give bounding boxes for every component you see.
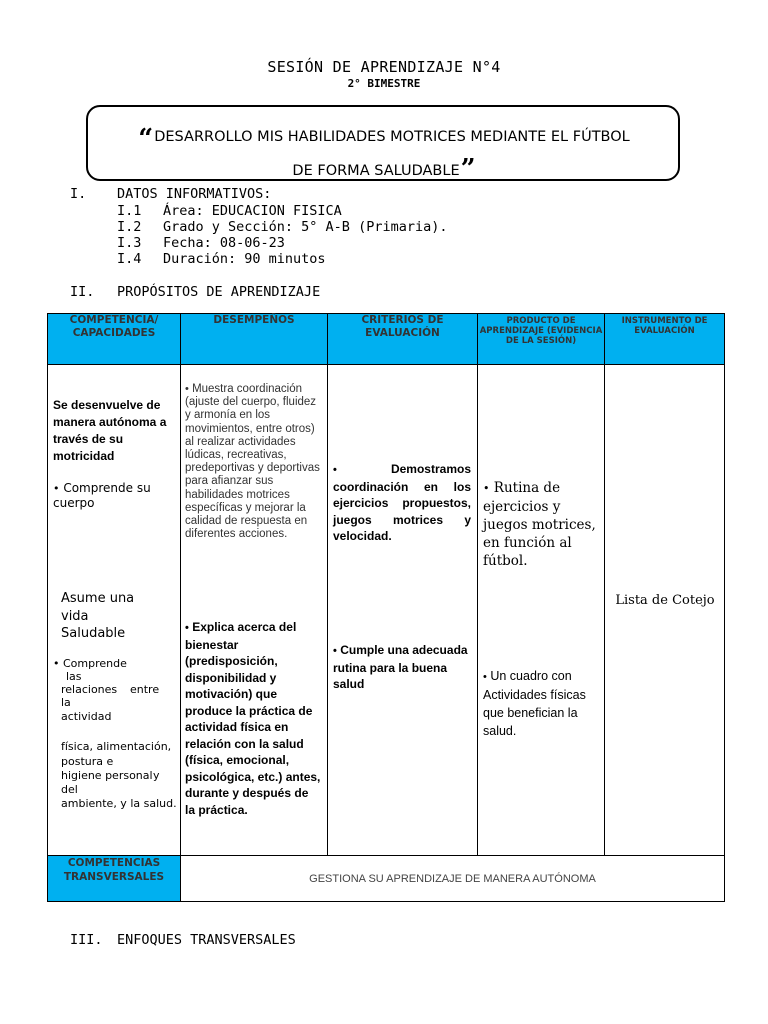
header-instrumento: INSTRUMENTO DE EVALUACIÓN: [605, 314, 725, 365]
table-header-row: [48, 314, 725, 365]
desempeno-1: [185, 383, 323, 541]
competencia-2-line-2: vida: [61, 609, 89, 624]
desempeno-2: [185, 619, 321, 818]
desempeno-2-text: Explica acerca del bienestar (predisposición, disponibilidad y motivación) que produce la práctica de actividad física en relación con la salud (física, emocional, psicológica, etc.) antes, durante y después de la práctica.: [185, 620, 321, 817]
transversal-competence: GESTIONA SU APRENDIZAJE DE MANERA AUTÓNOMA: [181, 856, 725, 902]
section-3-number: III.: [70, 932, 103, 948]
info-item-number: I.2: [117, 219, 142, 235]
learning-purposes-table: [47, 313, 725, 902]
criterio-2: [333, 642, 471, 693]
bimester-subtitle: 2° BIMESTRE: [347, 77, 421, 90]
cell-criterios: [328, 365, 478, 856]
bullet: •: [53, 482, 60, 495]
capacidad-2-line-1: [53, 657, 127, 670]
table-body-row: [48, 365, 725, 856]
section-1-number: I.: [70, 186, 87, 202]
criterio-1-text: Demostramos coordinación en los ejercicios propuestos, juegos motrices y velocidad.: [333, 462, 471, 543]
section-2-title: PROPÓSITOS DE APRENDIZAJE: [117, 284, 321, 300]
topic-line-2: [0, 152, 768, 182]
info-item-grade: Grado y Sección: 5° A-B (Primaria).: [163, 219, 448, 235]
criterio-1: [333, 461, 471, 545]
cell-productos: [478, 365, 605, 856]
capacidad-2-line-2: las: [66, 670, 82, 683]
info-item-date: Fecha: 08-06-23: [163, 235, 285, 251]
section-1-title: DATOS INFORMATIVOS:: [117, 186, 272, 202]
capacidad-2-line-4: la: [61, 696, 71, 709]
capacidad-2-line-10: ambiente, y la salud.: [61, 797, 177, 810]
header-competencia: COMPETENCIA/ CAPACIDADES: [48, 314, 181, 365]
instrumento-text: Lista de Cotejo: [615, 593, 715, 608]
info-item-number: I.3: [117, 235, 142, 251]
info-item-area: Área: EDUCACION FISICA: [163, 203, 342, 219]
cell-competencias: [48, 365, 181, 856]
producto-2: [483, 667, 601, 740]
capacidad-2-text: Comprende: [63, 657, 127, 670]
capacidad-2-line-8a: higiene personal: [61, 769, 153, 782]
header-desempenos: DESEMPEÑOS: [181, 314, 328, 365]
competencia-1: Se desenvuelve de manera autónoma a través de su motricidad: [53, 398, 167, 463]
capacidad-1: [53, 481, 173, 511]
capacidad-2-line-3a: relaciones: [61, 683, 118, 696]
section-2-number: II.: [70, 284, 95, 300]
transversal-header: COMPETENCIAS TRANSVERSALES: [48, 856, 181, 902]
close-quote: ”: [460, 154, 476, 184]
capacidad-2-line-7: postura e: [61, 755, 114, 768]
capacidad-1-text: Comprende su cuerpo: [53, 481, 151, 510]
bullet: •: [185, 383, 189, 395]
cell-instrumento: [605, 365, 725, 856]
info-item-number: I.4: [117, 251, 142, 267]
topic-line-1: [0, 118, 768, 154]
header-criterios: CRITERIOS DE EVALUACIÓN: [328, 314, 478, 365]
capacidad-2-line-8b: y: [153, 769, 160, 782]
bullet: •: [185, 622, 189, 634]
bullet: •: [483, 482, 490, 495]
topic-line-2-text: DE FORMA SALUDABLE: [292, 163, 460, 179]
producto-2-text: Un cuadro con Actividades físicas que benefician la salud.: [483, 669, 586, 738]
transversal-row: [48, 856, 725, 902]
cell-desempenos: [181, 365, 328, 856]
capacidad-2-line-9: del: [61, 783, 78, 796]
open-quote: “: [138, 124, 154, 154]
topic-line-1-text: DESARROLLO MIS HABILIDADES MOTRICES MEDIANTE EL FÚTBOL: [154, 129, 630, 145]
info-item-duration: Duración: 90 minutos: [163, 251, 326, 267]
desempeno-1-text: Muestra coordinación (ajuste del cuerpo, fluidez y armonía en los movimientos, entre otros) al realizar actividades lúdicas, recreativas, predeportivas y deportivas para afianzar sus habilidades motrices específicas y mejorar la calidad de respuesta en diferentes acciones.: [185, 383, 320, 541]
capacidad-2-line-6: física, alimentación,: [61, 740, 172, 753]
competencia-2-line-3: Saludable: [61, 626, 126, 641]
criterio-2-text: Cumple una adecuada rutina para la buena salud: [333, 643, 468, 691]
competencia-2-line-1: Asume una: [61, 591, 135, 606]
capacidad-2-line-5: actividad: [61, 710, 112, 723]
session-title: SESIÓN DE APRENDIZAJE N°4: [267, 58, 501, 76]
bullet: •: [333, 645, 337, 657]
bullet: •: [333, 464, 337, 476]
bullet: •: [483, 671, 487, 683]
info-item-number: I.1: [117, 203, 142, 219]
producto-1-text: Rutina de ejercicios y juegos motrices, en función al fútbol.: [483, 480, 596, 569]
producto-1: [483, 479, 599, 570]
header-producto: PRODUCTO DE APRENDIZAJE (EVIDENCIA DE LA SESIÓN): [478, 314, 605, 365]
section-3-title: ENFOQUES TRANSVERSALES: [117, 932, 296, 948]
bullet: •: [53, 657, 60, 670]
capacidad-2-line-3b: entre: [130, 683, 160, 696]
